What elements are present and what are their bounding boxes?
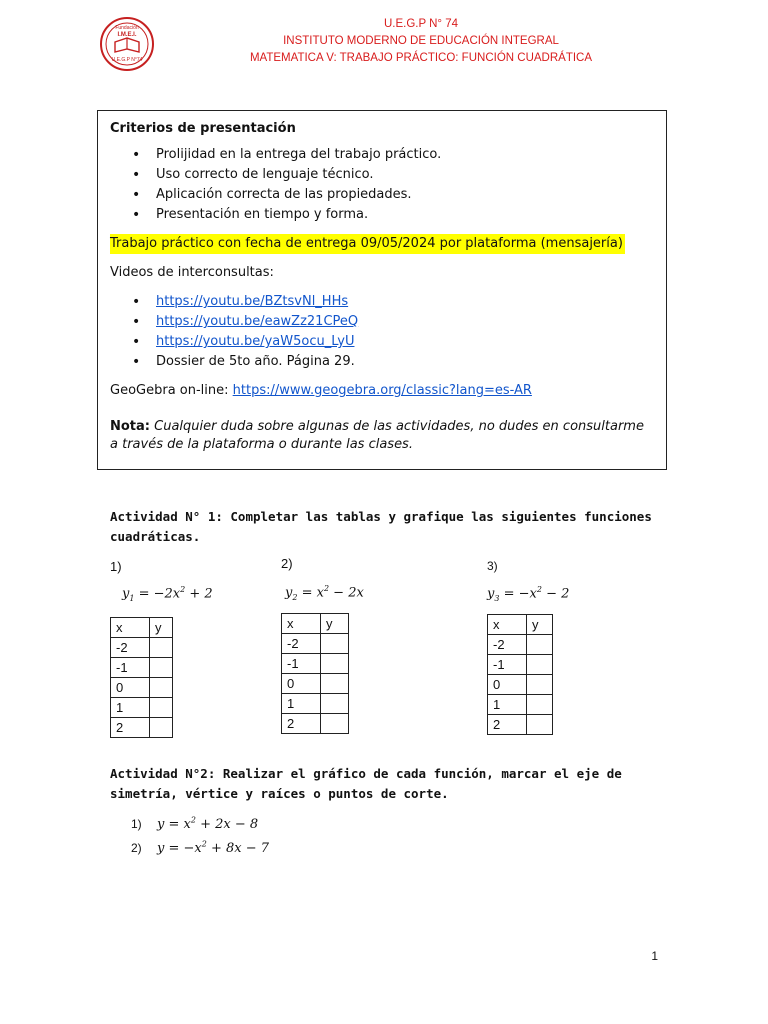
video-link[interactable]: https://youtu.be/yaW5ocu_LyU <box>156 334 355 349</box>
table-x-value: 2 <box>111 718 150 738</box>
table-y-cell[interactable] <box>527 675 553 695</box>
activity2-item: 2) $y = -x^2 + 8x - 7$ <box>131 839 270 856</box>
table-x-value: -2 <box>488 635 527 655</box>
criteria-title: Criterios de presentación <box>110 121 296 136</box>
criteria-item: • Prolijidad en la entrega del trabajo práctico. <box>110 145 656 165</box>
table-x-value: 2 <box>282 714 321 734</box>
table-x-value: 0 <box>282 674 321 694</box>
table-x-value: 1 <box>488 695 527 715</box>
video-list-item <box>110 292 656 312</box>
function1-equation: $y_1 = -2x^2 + 2$ <box>122 585 213 603</box>
video-list-item <box>110 312 656 332</box>
table-y-cell[interactable] <box>527 695 553 715</box>
function2-label: 2) <box>281 556 293 571</box>
function3-equation: $y_3 = -x^2 - 2$ <box>487 585 570 603</box>
document-header <box>0 16 768 67</box>
video-link[interactable]: https://youtu.be/BZtsvNl_HHs <box>156 294 349 309</box>
table-x-value: 1 <box>282 694 321 714</box>
table-x-value: -1 <box>111 658 150 678</box>
table-y-cell[interactable] <box>321 654 349 674</box>
note <box>110 418 656 454</box>
video-list-item <box>110 332 656 352</box>
table-x-value: -1 <box>488 655 527 675</box>
table-header-y: y <box>321 614 349 634</box>
activity1-title: Actividad N° 1: Completar las tablas y grafique las siguientes funciones cuadráticas. <box>110 509 652 544</box>
function3-label: 3) <box>487 559 498 573</box>
note-label: Nota: <box>110 419 150 434</box>
table-x-value: -2 <box>111 638 150 658</box>
function1-label: 1) <box>110 559 122 574</box>
table-y-cell[interactable] <box>150 658 173 678</box>
criteria-item: • Presentación en tiempo y forma. <box>110 205 656 225</box>
table-header-x: x <box>488 615 527 635</box>
table-y-cell[interactable] <box>150 718 173 738</box>
logo-text-top: Fundación <box>115 25 139 31</box>
value-table-1 <box>110 617 173 738</box>
value-table-3 <box>487 614 553 735</box>
videos-list <box>110 292 656 372</box>
logo-text-bottom: U.E.G.P N°74 <box>111 57 143 63</box>
criteria-item: • Uso correcto de lenguaje técnico. <box>110 165 656 185</box>
table-x-value: 0 <box>111 678 150 698</box>
table-y-cell[interactable] <box>150 698 173 718</box>
header-line-institute: INSTITUTO MODERNO DE EDUCACIÓN INTEGRAL <box>283 35 559 47</box>
table-x-value: -2 <box>282 634 321 654</box>
table-x-value: 1 <box>111 698 150 718</box>
table-y-cell[interactable] <box>527 655 553 675</box>
table-y-cell[interactable] <box>321 694 349 714</box>
video-link[interactable]: https://youtu.be/eawZz21CPeQ <box>156 314 359 329</box>
note-text: Cualquier duda sobre algunas de las actividades, no dudes en consultarme a través de la plataforma o durante las clases. <box>110 419 644 452</box>
table-y-cell[interactable] <box>527 635 553 655</box>
activity2-list <box>131 811 269 858</box>
table-header-y: y <box>150 618 173 638</box>
table-y-cell[interactable] <box>150 638 173 658</box>
value-table-2 <box>281 613 349 734</box>
table-y-cell[interactable] <box>321 634 349 654</box>
function2-equation: $y_2 = x^2 - 2x$ <box>285 584 364 602</box>
table-y-cell[interactable] <box>527 715 553 735</box>
logo-text-mid: I.M.E.I. <box>117 32 137 38</box>
criteria-box <box>97 110 667 470</box>
table-header-x: x <box>111 618 150 638</box>
geogebra-label: GeoGebra on-line: <box>110 383 233 398</box>
header-line-subject: MATEMATICA V: TRABAJO PRÁCTICO: FUNCIÓN CUADRÁTICA <box>249 52 593 64</box>
table-x-value: 2 <box>488 715 527 735</box>
geogebra-line <box>110 381 656 401</box>
criteria-list <box>110 145 656 225</box>
header-line-school-code: U.E.G.P N° 74 <box>383 18 459 30</box>
deadline-notice: Trabajo práctico con fecha de entrega 09/05/2024 por plataforma (mensajería) <box>110 234 625 254</box>
table-header-y: y <box>527 615 553 635</box>
table-y-cell[interactable] <box>321 714 349 734</box>
table-y-cell[interactable] <box>150 678 173 698</box>
geogebra-link[interactable]: https://www.geogebra.org/classic?lang=es-AR <box>232 383 532 398</box>
table-header-x: x <box>282 614 321 634</box>
criteria-item: • Aplicación correcta de las propiedades. <box>110 185 656 205</box>
activity2-item: 1) $y = x^2 + 2x - 8$ <box>131 816 259 833</box>
dossier-item: • Dossier de 5to año. Página 29. <box>110 352 656 372</box>
table-x-value: -1 <box>282 654 321 674</box>
activity2-title: Actividad N°2: Realizar el gráfico de cada función, marcar el eje de simetría, vértice y raíces o puntos de corte. <box>110 766 622 801</box>
page-number: 1 <box>651 949 658 963</box>
table-x-value: 0 <box>488 675 527 695</box>
table-y-cell[interactable] <box>321 674 349 694</box>
videos-label: Videos de interconsultas: <box>110 265 274 280</box>
